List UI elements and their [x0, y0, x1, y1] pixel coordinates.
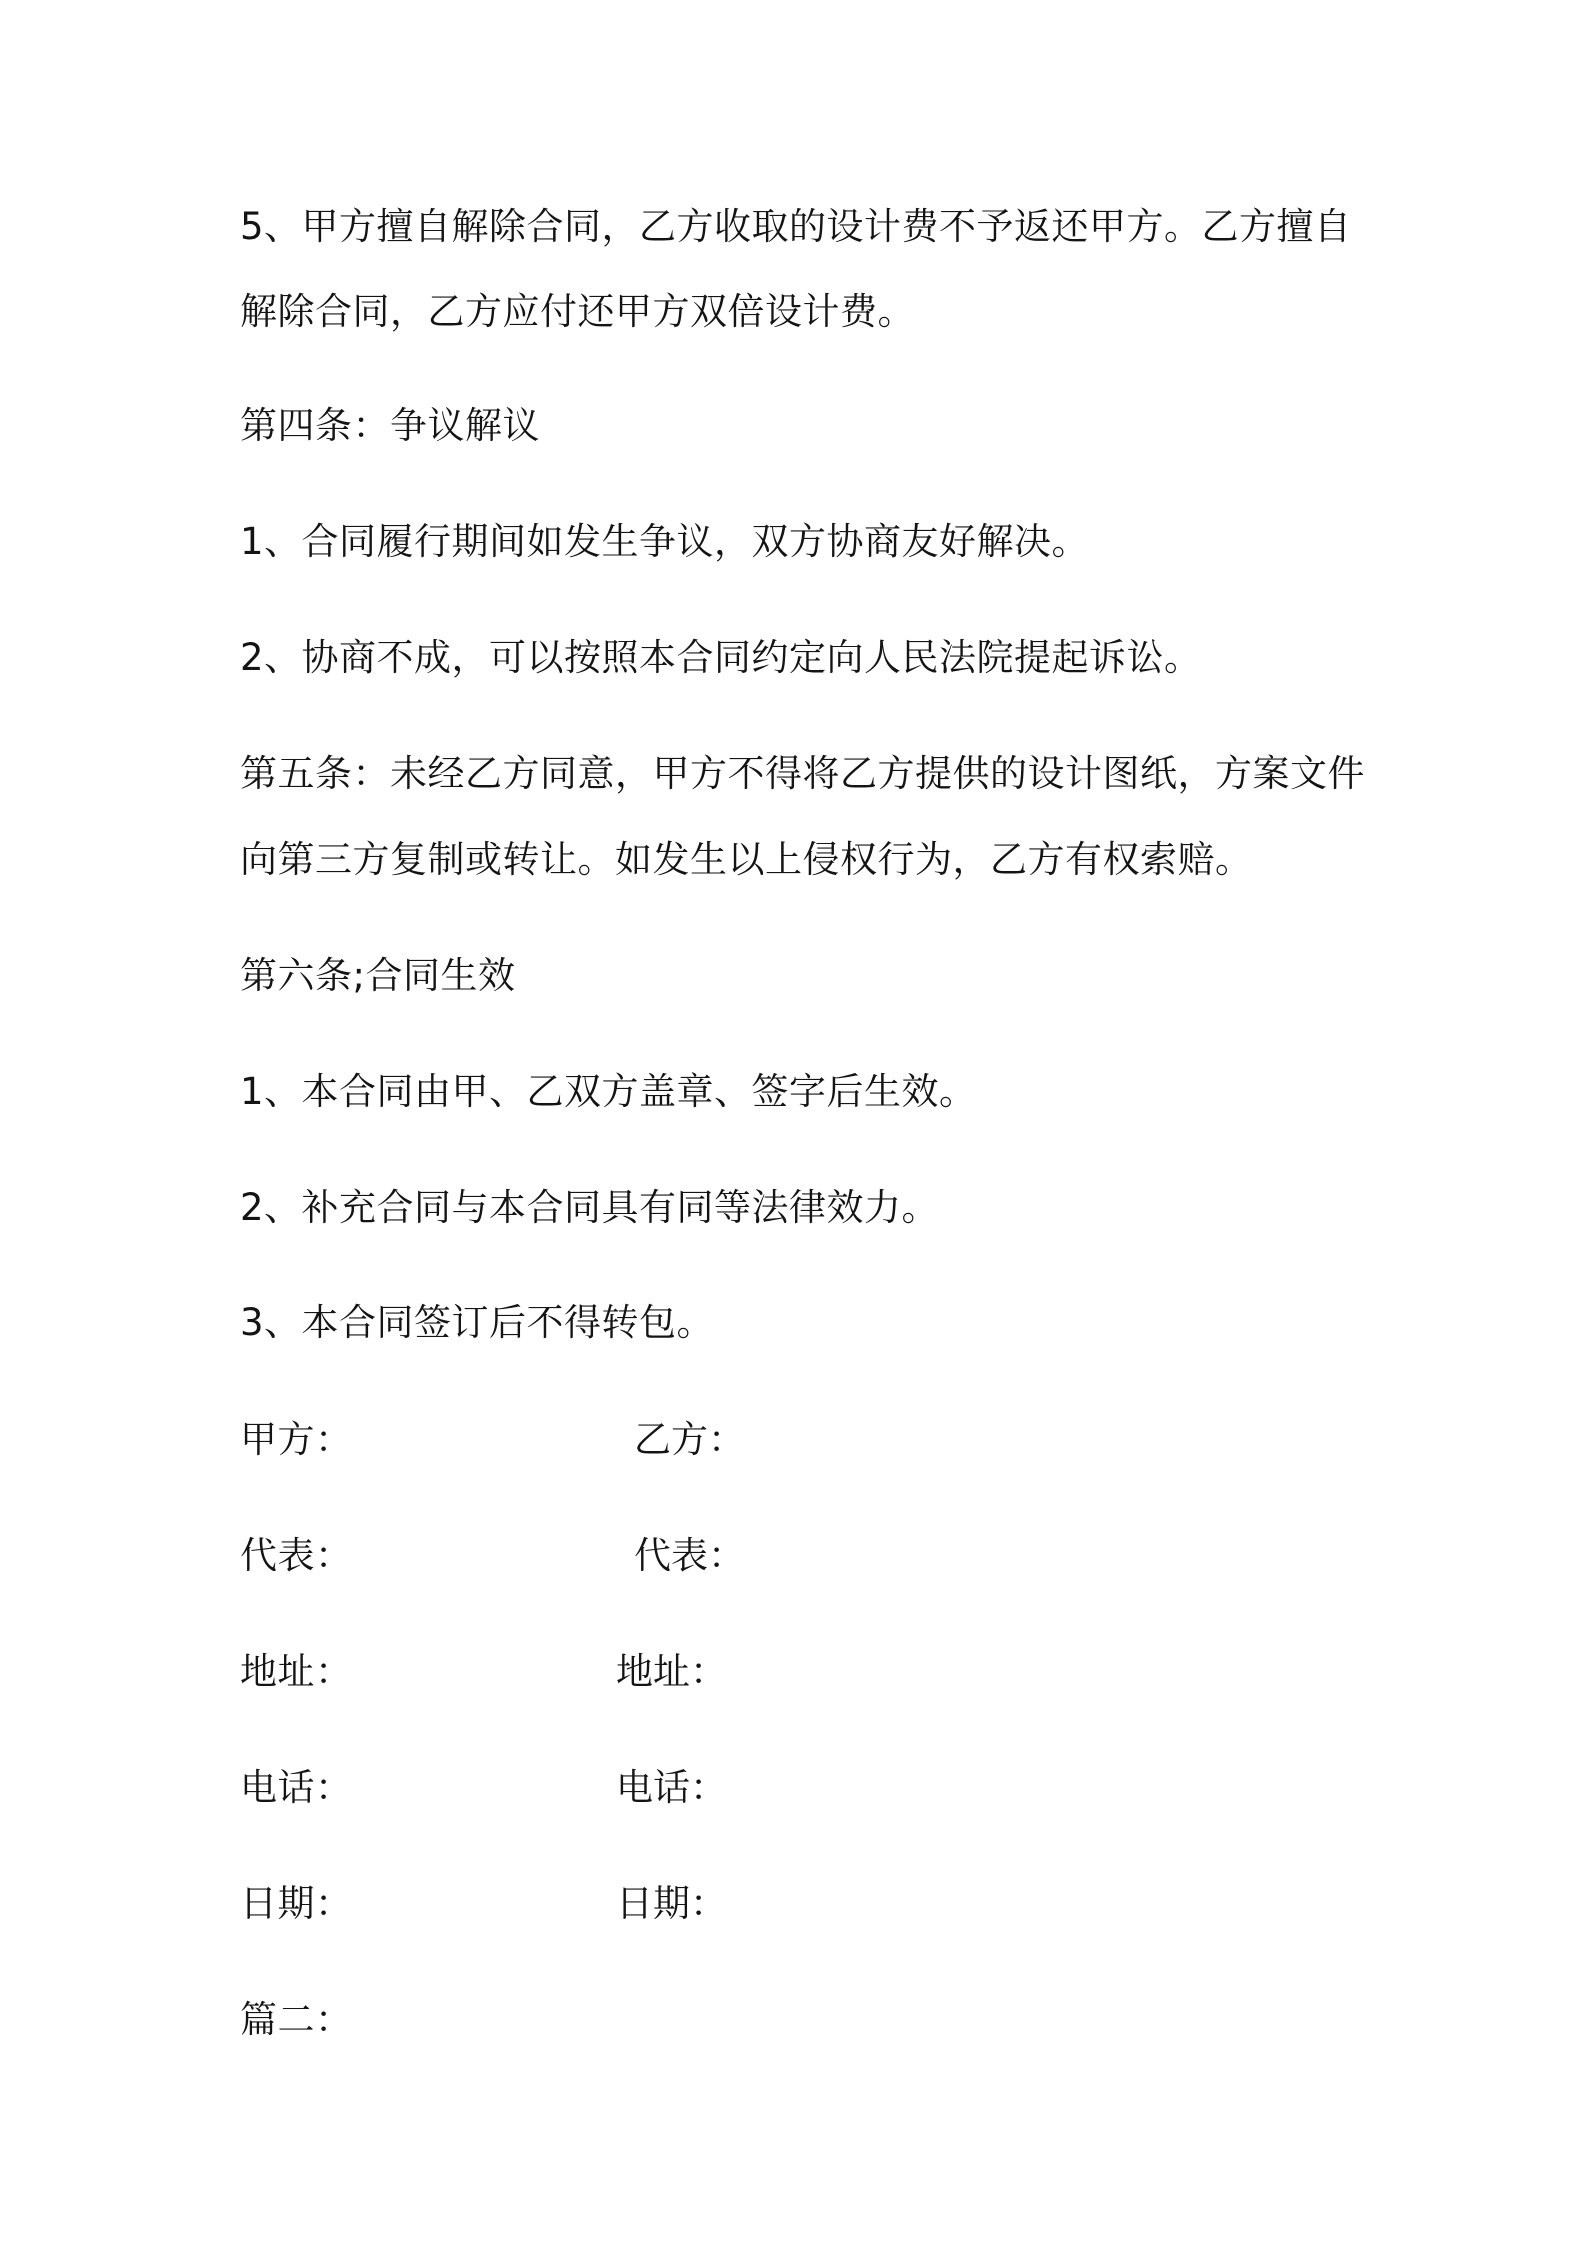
- article-5-line-1: 第五条：未经乙方同意，甲方不得将乙方提供的设计图纸，方案文件: [240, 752, 1365, 795]
- party-a-label: 甲方：: [240, 1418, 353, 1461]
- article-4-heading: 第四条：争议解议: [240, 404, 540, 447]
- article-6-item-3: 3、本合同签订后不得转包。: [240, 1301, 715, 1344]
- phone-b-label: 电话：: [616, 1766, 727, 1809]
- article-6-heading: 第六条;合同生效: [240, 954, 516, 997]
- clause-item-5-line-1: 5、甲方擅自解除合同，乙方收取的设计费不予返还甲方。乙方擅自: [240, 205, 1352, 248]
- article-6-item-2: 2、补充合同与本合同具有同等法律效力。: [240, 1186, 940, 1229]
- date-b-label: 日期：: [616, 1882, 727, 1925]
- address-a-label: 地址：: [240, 1650, 353, 1693]
- phone-a-label: 电话：: [240, 1766, 353, 1809]
- article-5-line-2: 向第三方复制或转让。如发生以上侵权行为，乙方有权索赔。: [240, 838, 1253, 881]
- representative-b-label: 代表：: [634, 1534, 745, 1577]
- representative-a-label: 代表：: [240, 1534, 353, 1577]
- party-b-label: 乙方：: [634, 1418, 745, 1461]
- address-b-label: 地址：: [616, 1650, 727, 1693]
- article-4-item-2: 2、协商不成，可以按照本合同约定向人民法院提起诉讼。: [240, 636, 1202, 679]
- date-a-label: 日期：: [240, 1882, 353, 1925]
- clause-item-5-line-2: 解除合同，乙方应付还甲方双倍设计费。: [240, 290, 915, 333]
- article-4-item-1: 1、合同履行期间如发生争议，双方协商友好解决。: [240, 520, 1090, 563]
- article-6-item-1: 1、本合同由甲、乙双方盖章、签字后生效。: [240, 1070, 977, 1113]
- next-section-heading: 篇二：: [240, 1998, 353, 2041]
